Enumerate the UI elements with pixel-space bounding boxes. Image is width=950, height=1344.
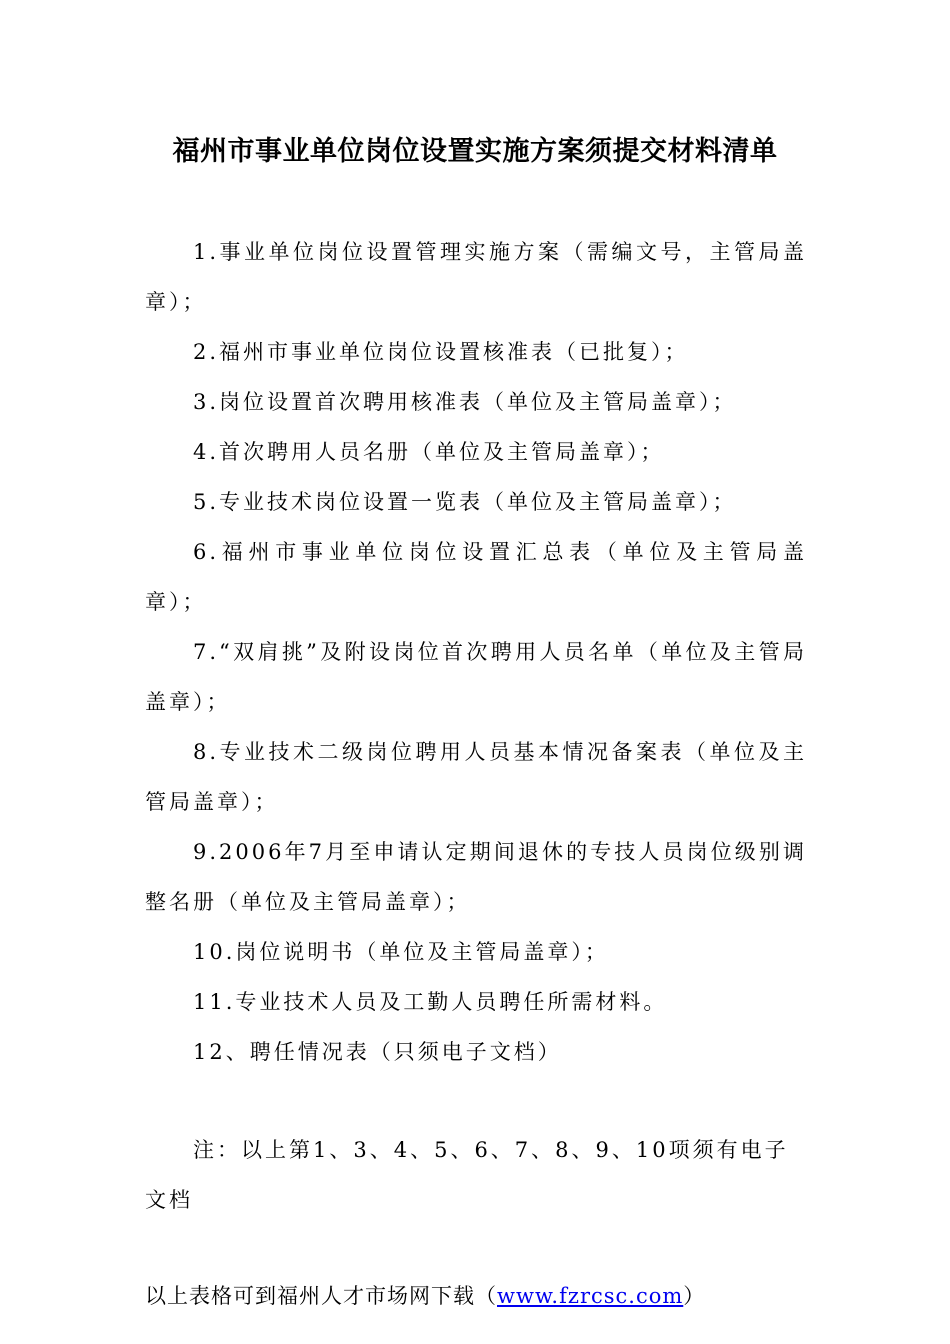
list-item: 12、聘任情况表（只须电子文档） (193, 1040, 562, 1064)
list-item: 7.“双肩挑”及附设岗位首次聘用人员名单（单位及主管局盖章）； (145, 640, 807, 714)
list-item: 9.2006年7月至申请认定期间退休的专技人员岗位级别调整名册（单位及主管局盖章）； (145, 840, 807, 914)
download-suffix: ） (683, 1284, 706, 1308)
download-link[interactable]: www.fzrcsc.com (497, 1284, 684, 1308)
document-title: 福州市事业单位岗位设置实施方案须提交材料清单 (172, 136, 778, 167)
list-item: 5.专业技术岗位设置一览表（单位及主管局盖章）； (193, 490, 737, 514)
download-prefix: 以上表格可到福州人才市场网下载（ (145, 1284, 497, 1308)
list-item: 2.福州市事业单位岗位设置核准表（已批复）； (193, 340, 689, 364)
list-item: 4.首次聘用人员名册（单位及主管局盖章）； (193, 440, 665, 464)
list-item: 11.专业技术人员及工勤人员聘任所需材料。 (193, 990, 668, 1014)
list-item: 1.事业单位岗位设置管理实施方案（需编文号，主管局盖章）； (145, 240, 807, 314)
list-item: 6.福州市事业单位岗位设置汇总表（单位及主管局盖章）； (145, 540, 807, 614)
download-info (145, 1271, 807, 1321)
list-item: 10.岗位说明书（单位及主管局盖章）； (193, 940, 609, 964)
electronic-docs-note: 注：以上第1、3、4、5、6、7、8、9、10项须有电子文档 (145, 1138, 789, 1212)
spacer (145, 1077, 807, 1125)
spacer (145, 1225, 807, 1271)
list-item: 8.专业技术二级岗位聘用人员基本情况备案表（单位及主管局盖章）； (145, 740, 807, 814)
list-item: 3.岗位设置首次聘用核准表（单位及主管局盖章）； (193, 390, 737, 414)
materials-list (145, 227, 807, 1321)
